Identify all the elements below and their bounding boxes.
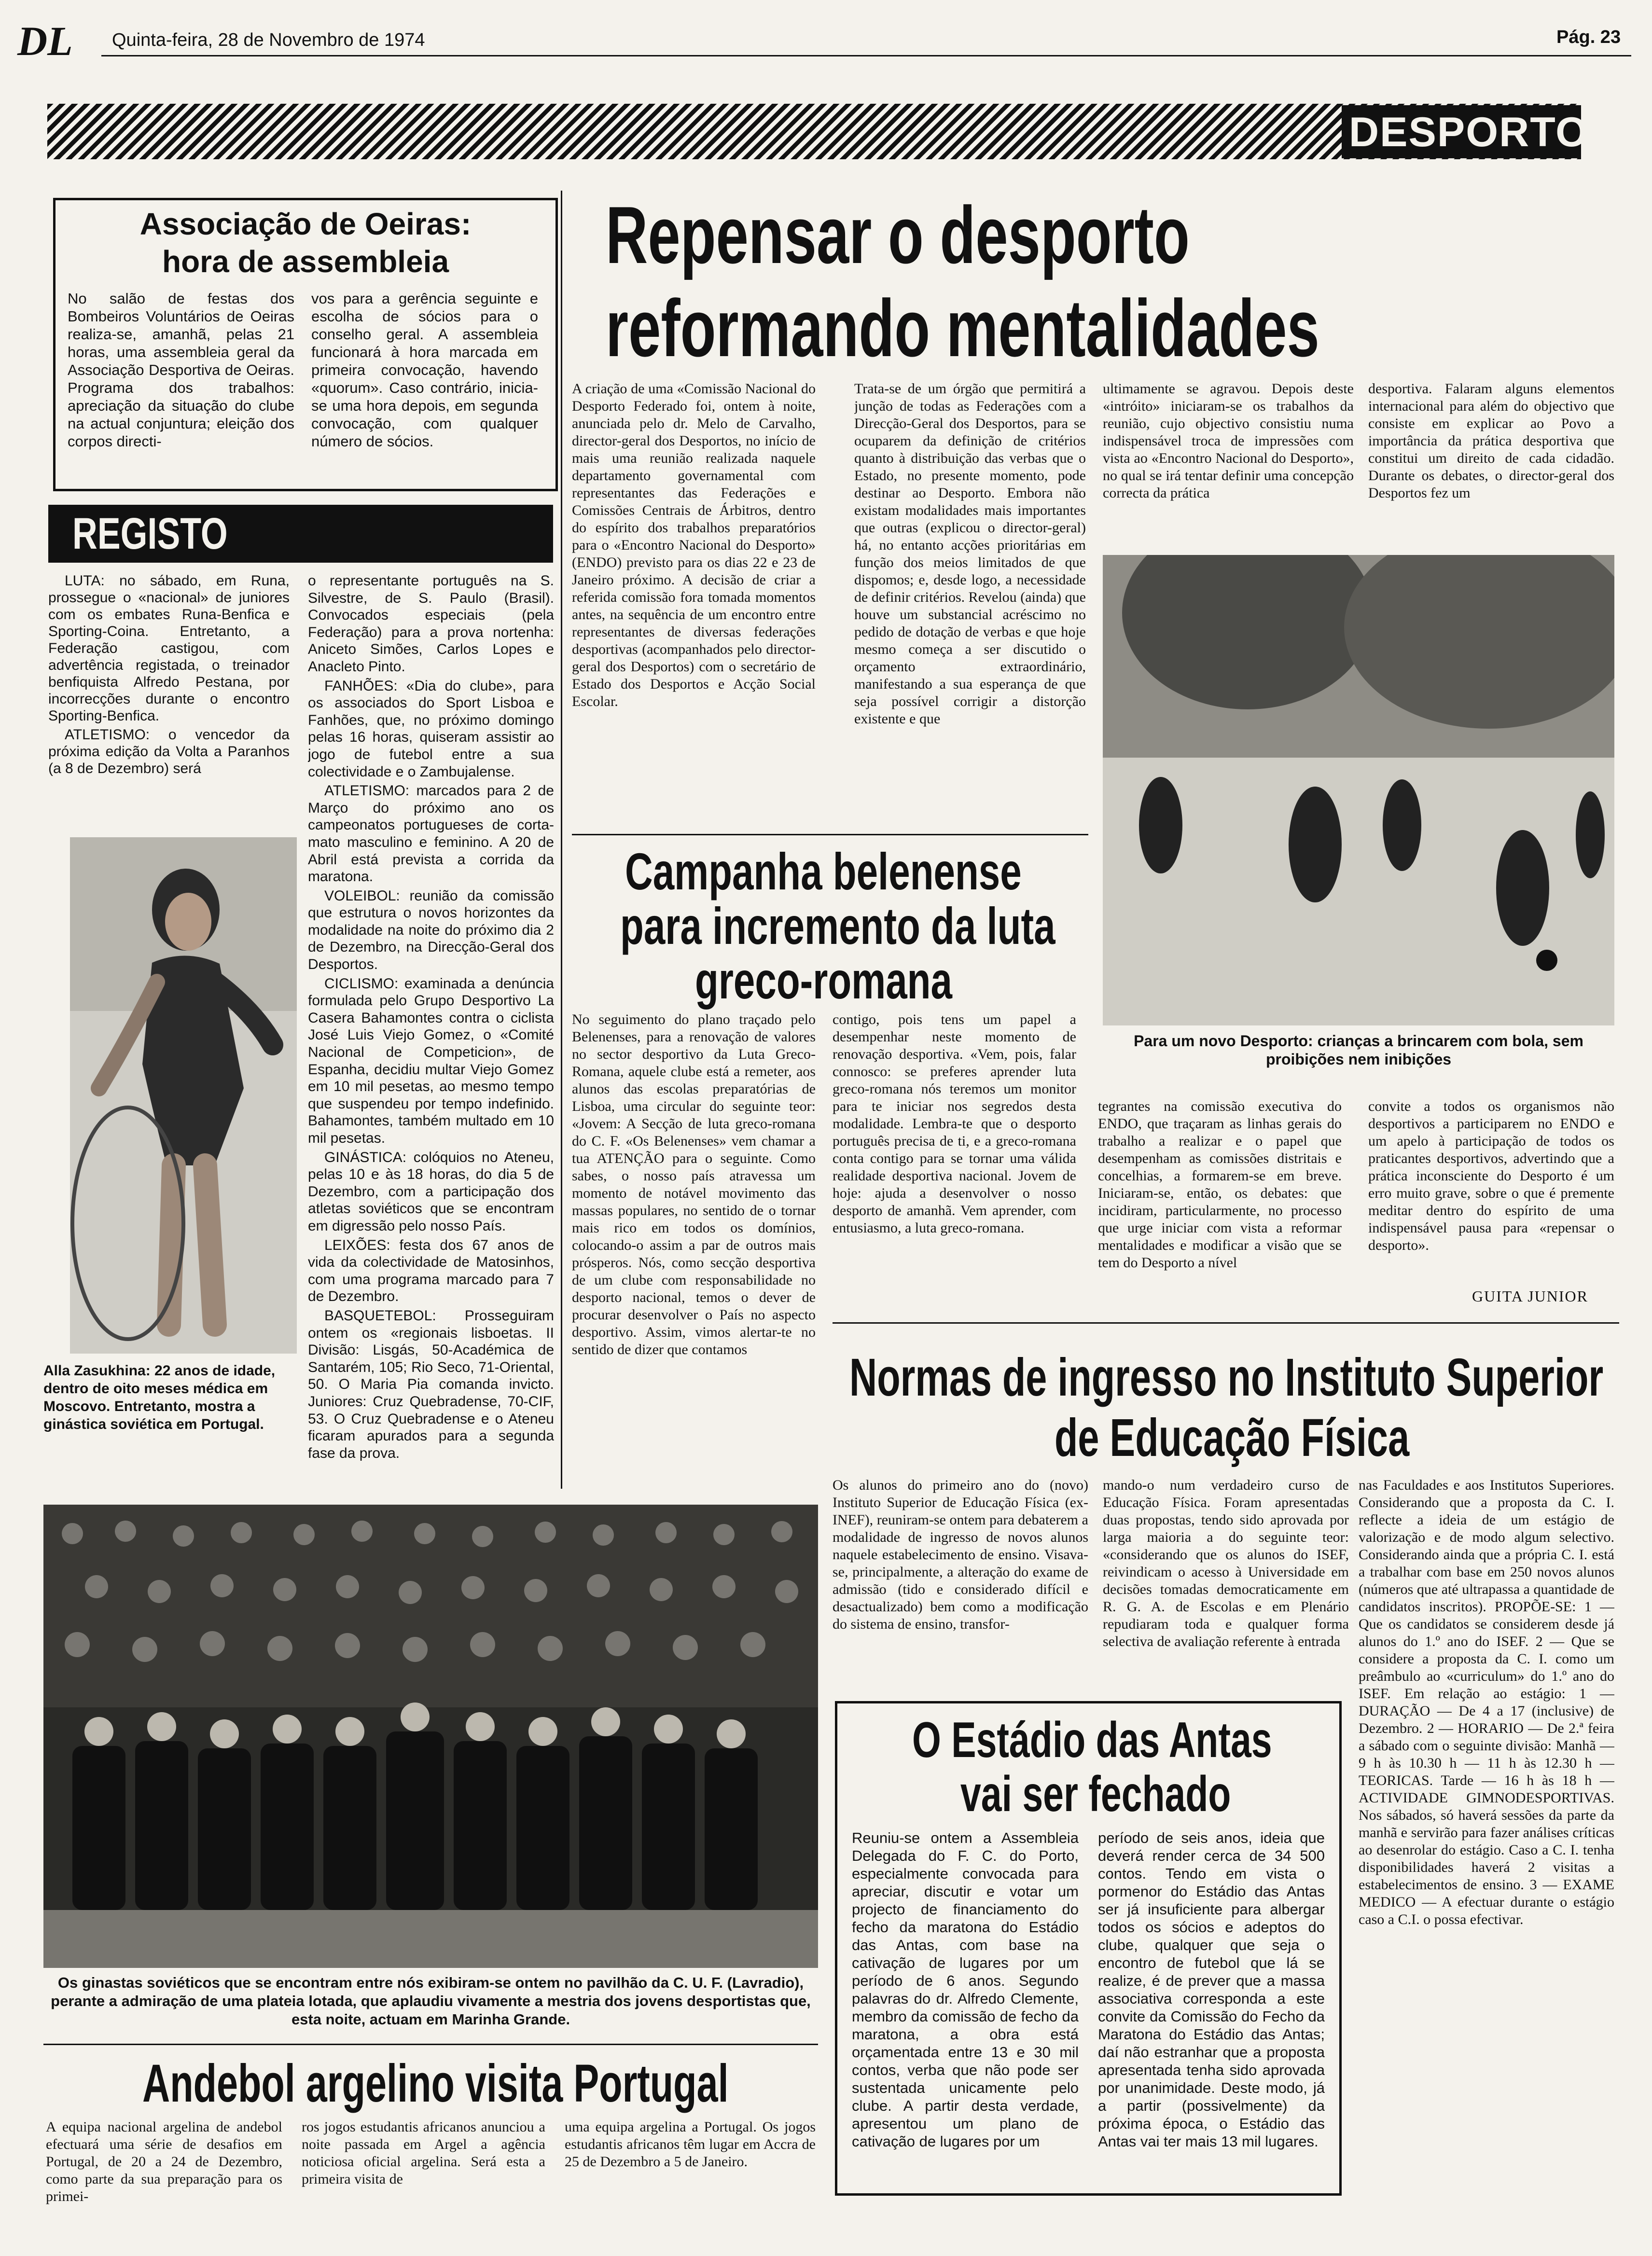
belenense-col-2: contigo, pois tens um papel a desempenhar neste momento de renovação desportiva. «Vem, pois, falar connosco: se preferes aprender luta greco-romana nós teremos um monitor para te iniciar nos segredos desta modalidade. Lembra-te que o desporto português precisa de ti, e a greco-romana conta contigo para se tornar uma válida realidade desportiva nacional. Jovem de hoje: ajuda a desenvolver o nosso desporto de amanhã. Vem aprender, com entusiasmo, a luta greco-romana. (833, 1011, 1076, 1236)
andebol-col-3: uma equipa argelina a Portugal. Os jogos estudantis africanos têm lugar em Accra de 25 de Dezembro a 5 de Janeiro. (565, 2119, 816, 2170)
registo-heading: REGISTO (72, 509, 228, 558)
registo-item: CICLISMO: examinada a denúncia formulada pelo Grupo Desportivo La Casera Bahamontes contra o ciclista José Luis Viejo Gomez, o «Comité Nacional de Competicion», de Espanha, decidiu multar Viejo Gomez em 10 mil pesetas, ao mesmo tempo que suspendeu por tempo indefinido. Bahamontes, também multado em 10 mil pesetas. (308, 975, 554, 1146)
soviet-gymnasts-caption: Os ginastas soviéticos que se encontram entre nós exibiram-se ontem no pavilhão da C. U. F. (Lavradio), perante a admiração de uma plateia lotada, que aplaudiu vivamente a mestria dos jovens desportistas que, esta noite, actuam em Marinha Grande. (51, 1974, 811, 2028)
header-rule (101, 55, 1631, 56)
byline: GUITA JUNIOR (1472, 1287, 1588, 1305)
issue-date: Quinta-feira, 28 de Novembro de 1974 (112, 30, 425, 50)
oeiras-col-2: vos para a gerência seguinte e escolha de sócios para o conselho geral. A assembleia funcionará à hora marcada em primeira convocação, havendo «quorum». Caso contrário, inicia-se uma hora depois, em segunda convocação, com qualquer número de sócios. (311, 290, 538, 450)
isef-col-2: mando-o num verdadeiro curso de Educação Física. Foram apresentadas duas propostas, tendo sido aprovada por larga maioria a do seguinte teor: «considerando que os alunos do ISEF, reivindicam o acesso à Universidade em decisões tomadas democraticamente em R. G. A. de Escolas e em Plenário repudiaram toda e qualquer forma selectiva de avaliação referente à entrada (1103, 1477, 1349, 1649)
main-cont-2: convite a todos os organismos não desportivos a participarem no ENDO e um apelo à participação de todos os praticantes desportivos, advertindo que a prática inconsciente do Desporto é um erro muito grave, sobre o que é premente meditar dentro do espírito de uma indispensável pausa para «repensar o desporto». (1368, 1098, 1614, 1253)
main-col-1: A criação de uma «Comissão Nacional do Desporto Federado foi, ontem à noite, anunciada pelo dr. Melo de Carvalho, director-geral dos Desportos, no início de mais uma reunião realizada naquele departamento governamental com representantes das Federações e Comissões Centrais de Árbitros, dentro do espírito dos trabalhos preparatórios para o «Encontro Nacional do Desporto» (ENDO) previsto para os dias 22 e 23 de Janeiro próximo. A decisão de criar a referida comissão fora tomada momentos antes, na sequência de um encontro entre representantes de diversas federações desportivas (acompanhados pelo director-geral dos Desportos) com o secretário de Estado dos Desportos e Acção Social Escolar. (572, 381, 816, 709)
registo-atletismo-1: ATLETISMO: o vencedor da próxima edição da Volta a Paranhos (a 8 de Dezembro) será (48, 727, 290, 776)
masthead-logo: DL (17, 18, 73, 64)
antas-col-1: Reuniu-se ontem a Assembleia Delegada do F. C. do Porto, especialmente convocada para apreciar, discutir e votar um projecto de financiamento do fecho da maratona do Estádio das Antas, com base na cativação de lugares por um período de 6 anos. Segundo palavras do dr. Alfredo Clemente, membro da comissão de fecho da maratona, a obra está orçamentada entre 13 e 30 mil contos, verba que não pode ser sustentada unicamente pelo clube. A partir desta verdade, apresentou um plano de cativação de lugares por um (852, 1829, 1079, 2150)
andebol-top-rule (43, 2044, 818, 2045)
column-rule (561, 191, 562, 1489)
andebol-headline: Andebol argelino visita Portugal (142, 2054, 729, 2113)
main-col-4: desportiva. Falaram alguns elementos internacional para além do objectivo que consiste em explicar ao Povo a importância da prática desportiva que constitui um direito de cada cidadão. Durante os debates, o director-geral dos Desportos fez um (1368, 381, 1614, 501)
isef-col-3: nas Faculdades e aos Institutos Superiores. Considerando que a proposta da C. I. reflecte a ideia de um estágio de valorização e de modo algum selectivo. Considerando ainda que a própria C. I. está a trabalhar com base em 250 novos alunos (números que até ultrapassa a quantidade de candidatos inscritos). PROPÕE-SE: 1 — Que os candidatos se considerem desde já alunos do 1.º ano do ISEF. 2 — Que se considere a proposta da C. I. como um preâmbulo ao «curriculum» do 1.º ano do ISEF. Em relação ao estágio: 1 — DURAÇÃO — De 4 a 17 (inclusive) de Dezembro. 2 — HORARIO — De 2.ª feira a sábado com o seguinte divisão: Manhã — 9 h às 10.30 h — 11 h às 12.30 h — TEORICAS. Tarde — 16 h às 18 h — ACTIVIDADE GIMNODESPORTIVAS. Nos sábados, só haverá sessões da parte da manhã e servirão para fazer análises críticas ao desenrolar do estágio. Caso a C. I. tenha disponibilidades haverá 2 visitas a estabelecimentos de ensino. 3 — EXAME MEDICO — A efectuar durante o estágio caso a C.I. o possa efectivar. (1359, 1477, 1614, 1927)
registo-col-1 (48, 572, 290, 843)
registo-item: ATLETISMO: marcados para 2 de Março do próximo ano os campeonatos portugueses de corta-mato masculino e feminino. A 20 de Abril está prevista a corrida da maratona. (308, 783, 554, 885)
soviet-gymnasts-photo (43, 1505, 818, 1968)
main-col-3: ultimamente se agravou. Depois deste «intróito» iniciaram-se os trabalhos da reunião, cujo objectivo consistiu numa indispensável troca de impressões com vista ao «Encontro Nacional do Desporto», no qual se irá tentar definir uma concepção correcta da prática (1103, 381, 1354, 501)
children-caption: Para um novo Desporto: crianças a brincarem com bola, sem proibições nem inibições (1134, 1032, 1583, 1068)
main-col-2: Trata-se de um órgão que permitirá a junção de todas as Federações com a Direcção-Geral dos Desportos, para se ocuparem da definição de critérios quanto à distribuição das verbas que o Estado, no presente momento, pode destinar ao Desporto. Embora não existam modalidades mais importantes que outras (explicou o director-geral) há, no entanto acções prioritárias em função dos meios limitados de que dispomos; e, desde logo, a necessidade de definir critérios. Revelou (ainda) que houve um substancial acréscimo no pedido de dotação de verbas e que hoje mesmo começa a ser discutido o orçamento extraordinário, manifestando a sua esperança de que seja possível corrigir a distorção existente e que (854, 381, 1086, 727)
registo-item: GINÁSTICA: colóquios no Ateneu, pelas 10 e às 18 horas, do dia 5 de Dezembro, com a participação dos atletas soviéticos que se encontram em digressão pelo nosso País. (308, 1149, 554, 1234)
belenense-headline-3: greco-romana (695, 951, 952, 1010)
isef-headline-2: de Educação Física (1055, 1408, 1410, 1467)
andebol-col-1: A equipa nacional argelina de andebol efectuará uma série de desafios em Portugal, de 20 a 24 de Dezembro, como parte da sua preparação para os primei- (46, 2119, 282, 2204)
andebol-col-2: ros jogos estudantis africanos anunciou a noite passada em Argel a agência noticiosa oficial argelina. Será esta a primeira visita de (302, 2119, 545, 2187)
main-cont-1: tegrantes na comissão executiva do ENDO, que traçaram as linhas gerais do trabalho a realizar e o papel que desempenham as comissões distritais e concelhias, a formarem-se em breve. Iniciaram-se, então, os debates: que incidiram, particularmente, no processo que urge iniciar com vista a reformar mentalidades e modificar a visão que se tem do Desporto a nível (1098, 1098, 1342, 1271)
belenense-headline-2: para incremento da luta (620, 897, 1055, 955)
registo-item: VOLEIBOL: reunião da comissão que estrutura o novos horizontes da modalidade na noite do próximo dia 2 de Dezembro, na Direcção-Geral dos Desportos. (308, 887, 554, 973)
oeiras-title-2: hora de assembleia (162, 244, 449, 279)
belenense-top-rule (572, 834, 1088, 835)
oeiras-col-1: No salão de festas dos Bombeiros Voluntários de Oeiras realiza-se, amanhã, pelas 21 horas, uma assembleia geral da Associação Desportiva de Oeiras. Programa dos trabalhos: apreciação da situação do clube na actual conjuntura; eleição dos corpos directi- (68, 290, 294, 450)
antas-headline-2: vai ser fechado (960, 1766, 1231, 1822)
oeiras-title-1: Associação de Oeiras: (139, 207, 472, 241)
belenense-headline-1: Campanha belenense (625, 842, 1022, 900)
registo-item: LEIXÕES: festa dos 67 anos de vida da colectividade de Matosinhos, com uma programa marcado para 7 de Dezembro. (308, 1237, 554, 1305)
isef-col-1: Os alunos do primeiro ano do (novo) Instituto Superior de Educação Física (ex-INEF), reuniram-se ontem para debaterem a modalidade de ingresso de novos alunos naquele estabelecimento de ensino. Visava-se, principalmente, a alteração do exame de admissão (tido e considerado difícil e desactualizado) bem como a modificação do sistema de ensino, transfor- (833, 1477, 1088, 1632)
registo-item: BASQUETEBOL: Prosseguiram ontem os «regionais lisboetas. II Divisão: Lisgás, 50-Académica de Santarém, 105; Rio Seco, 71-Oriental, 50. O Maria Pia comanda invicto. Juniores: Cruz Quebradense, 70-CIF, 53. O Cruz Quebradense e o Ateneu ficaram apurados para a segunda fase da prova. (308, 1307, 554, 1461)
gymnast-caption: Alla Zasukhina: 22 anos de idade, dentro de oito meses médica em Moscovo. Entretanto, mostra a ginástica soviética em Portugal. (43, 1363, 276, 1432)
isef-headline-1: Normas de ingresso no Instituto Superior (849, 1348, 1604, 1407)
section-title: DESPORTOS (1349, 109, 1618, 155)
belenense-col-1: No seguimento do plano traçado pelo Belenenses, para a renovação de valores no sector desportivo da Luta Greco-Romana, aquele clube está a remeter, aos alunos das escolas preparatórias de Lisboa, uma circular do seguinte teor: «Jovem: A Secção de luta greco-romana do C. F. «Os Belenenses» vem chamar a tua ATENÇÃO para o seguinte. Como sabes, o nosso país atravessa um momento de notável movimento das massas populares, no sentido de o tornar mais rico em todos os domínios, colocando-o assim a par de outros mais prósperos. Nós, como secção desportiva de um clube com responsabilidade no desporto nacional, temos o dever de procurar desenvolver o País no aspecto desportivo. Assim, vimos alertar-te no sentido de dizer que contamos (572, 1011, 816, 1357)
registo-luta: LUTA: no sábado, em Runa, prossegue o «nacional» de juniores com os embates Runa-Benfica e Sporting-Coina. Entretanto, a Federação castigou, com advertência registada, o treinador benfiquista Alfredo Pestana, por incorrecções durante o encontro Sporting-Benfica. (48, 573, 290, 724)
registo-item: FANHÕES: «Dia do clube», para os associados do Sport Lisboa e Fanhões, que, no próximo domingo pelas 16 horas, quiseram assistir ao jogo de futebol entre a sua colectividade e o Zambujalense. (308, 678, 554, 780)
registo-item: o representante português na S. Silvestre, de S. Paulo (Brasil). Convocados especiais (pela Federação) para a prova nortenha: Aniceto Simões, Carlos Lopes e Anacleto Pinto. (308, 573, 554, 675)
main-headline-2: reformando mentalidades (606, 283, 1319, 374)
main-headline-1: Repensar o desporto (606, 190, 1190, 280)
gymnast-photo (70, 837, 297, 1354)
isef-top-rule (833, 1322, 1619, 1324)
children-playing-photo (1103, 555, 1614, 1025)
antas-headline-1: O Estádio das Antas (912, 1712, 1272, 1768)
antas-col-2: período de seis anos, ideia que deverá render cerca de 34 500 contos. Tendo em vista o pormenor do Estádio das Antas ser já insuficiente para albergar todos os sócios e adeptos do clube, qualquer que seja o encontro de futebol que lá se realize, é de prever que a massa associativa corresponda a este convite da Comissão do Fecho da Maratona do Estádio das Antas; daí não estranhar que a proposta apresentada tenha sido aprovada por unanimidade. Deste modo, já a partir (possivelmente) da próxima época, o Estádio das Antas vai ter mais 13 mil lugares. (1098, 1829, 1325, 2150)
registo-col-2 (308, 572, 554, 1489)
page-number: Pág. 23 (1556, 27, 1621, 47)
